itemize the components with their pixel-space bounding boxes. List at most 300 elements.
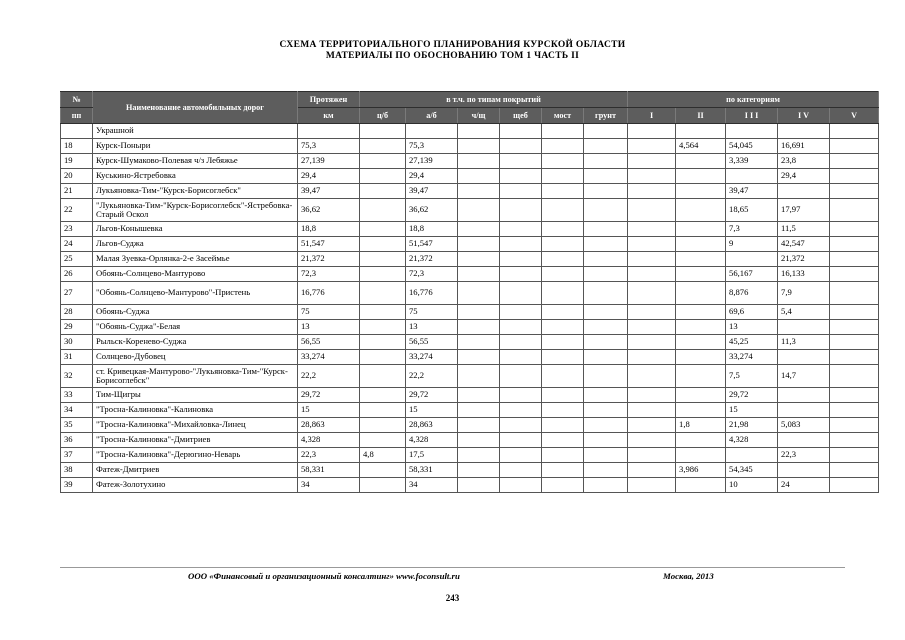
cell-cb — [360, 184, 406, 199]
col-header-km: км — [298, 108, 360, 124]
cell-c4: 16,133 — [778, 267, 830, 282]
col-header-cat-2: II — [676, 108, 726, 124]
cell-km: 36,62 — [298, 199, 360, 222]
cell-c2 — [676, 252, 726, 267]
cell-c5 — [830, 237, 879, 252]
cell-ab: 28,863 — [406, 418, 458, 433]
cell-sheb — [500, 222, 542, 237]
cell-num: 19 — [61, 154, 93, 169]
table-row — [61, 184, 879, 199]
cell-sheb — [500, 448, 542, 463]
cell-c2 — [676, 222, 726, 237]
cell-km: 75,3 — [298, 139, 360, 154]
cell-c3: 56,167 — [726, 267, 778, 282]
cell-most — [542, 365, 584, 388]
table-row — [61, 448, 879, 463]
continuation-row — [61, 124, 879, 139]
footer-place-year: Москва, 2013 — [663, 571, 714, 581]
cell-c4: 5,4 — [778, 305, 830, 320]
cell-km: 15 — [298, 403, 360, 418]
cell-c2 — [676, 365, 726, 388]
table-row — [61, 365, 879, 388]
cell-most — [542, 350, 584, 365]
cell-sheb — [500, 282, 542, 305]
cell-c5 — [830, 199, 879, 222]
cell-grunt — [584, 184, 628, 199]
cell-grunt — [584, 282, 628, 305]
cell-c4: 29,4 — [778, 169, 830, 184]
cell-grunt — [584, 169, 628, 184]
cell-name: Тим-Щигры — [93, 388, 298, 403]
cell-cb — [360, 305, 406, 320]
cell-km: 34 — [298, 478, 360, 493]
cell-c2 — [676, 184, 726, 199]
cell-sheb — [500, 267, 542, 282]
cell-sheb — [500, 365, 542, 388]
cell-name: "Обоянь-Солнцево-Мантурово"-Пристень — [93, 282, 298, 305]
table-row — [61, 478, 879, 493]
cell-c5 — [830, 154, 879, 169]
cell-sheb — [500, 252, 542, 267]
cell-c2: 3,986 — [676, 463, 726, 478]
table-row — [61, 418, 879, 433]
cell-name: "Тросна-Калиновка"-Дмитриев — [93, 433, 298, 448]
cell-ab: 15 — [406, 403, 458, 418]
table-row — [61, 267, 879, 282]
cell-c5 — [830, 403, 879, 418]
cell-c4 — [778, 350, 830, 365]
cell-c1 — [628, 478, 676, 493]
cell-num: 24 — [61, 237, 93, 252]
cell-chc — [458, 305, 500, 320]
cell-chc — [458, 267, 500, 282]
cell-c2 — [676, 478, 726, 493]
col-header-chc: ч/щ — [458, 108, 500, 124]
cell-most — [542, 388, 584, 403]
cell-num: 18 — [61, 139, 93, 154]
cell-c4: 23,8 — [778, 154, 830, 169]
cell-c5 — [830, 139, 879, 154]
cell-most — [542, 448, 584, 463]
cell-ab: 13 — [406, 320, 458, 335]
table-row — [61, 320, 879, 335]
cell-c3: 9 — [726, 237, 778, 252]
cell-c1 — [628, 282, 676, 305]
cell-c1 — [628, 448, 676, 463]
cell-c2 — [676, 335, 726, 350]
table-row — [61, 154, 879, 169]
cell-c5 — [830, 418, 879, 433]
cell-num: 29 — [61, 320, 93, 335]
table-row — [61, 350, 879, 365]
cell-c5 — [830, 448, 879, 463]
cell-c4: 14,7 — [778, 365, 830, 388]
cell-c4: 11,5 — [778, 222, 830, 237]
cell-c2: 4,564 — [676, 139, 726, 154]
cell-grunt — [584, 320, 628, 335]
cell-km: 58,331 — [298, 463, 360, 478]
cell-c2 — [676, 237, 726, 252]
cell-c2 — [676, 388, 726, 403]
col-header-surface-group: в т.ч. по типам покрытий — [360, 92, 628, 108]
cell-grunt — [584, 388, 628, 403]
cell-c4: 21,372 — [778, 252, 830, 267]
cell-most — [542, 199, 584, 222]
cell-grunt — [584, 252, 628, 267]
cell-name: ст. Кривецкая-Мантурово-"Лукьяновка-Тим-"Курск-Борисоглебск" — [93, 365, 298, 388]
cell-grunt — [584, 350, 628, 365]
col-header-category-group: по категориям — [628, 92, 879, 108]
cell-c4: 11,3 — [778, 335, 830, 350]
cell-c2 — [676, 282, 726, 305]
roads-table — [60, 91, 879, 493]
cell-num: 20 — [61, 169, 93, 184]
cell-cb — [360, 222, 406, 237]
table-row — [61, 237, 879, 252]
cell-c5 — [830, 252, 879, 267]
col-header-cat-5: V — [830, 108, 879, 124]
cell-c4 — [778, 433, 830, 448]
cell-c2 — [676, 169, 726, 184]
cell-most — [542, 463, 584, 478]
cell-c5 — [830, 350, 879, 365]
cell-c1 — [628, 350, 676, 365]
table-body — [61, 124, 879, 493]
cell-cb — [360, 169, 406, 184]
cell-grunt — [584, 365, 628, 388]
cell-c1 — [628, 154, 676, 169]
cell-km: 13 — [298, 320, 360, 335]
cell-c3: 39,47 — [726, 184, 778, 199]
cell-c1 — [628, 139, 676, 154]
table-row — [61, 463, 879, 478]
cell-cb — [360, 252, 406, 267]
cell-c3: 54,045 — [726, 139, 778, 154]
cell-c2 — [676, 350, 726, 365]
cell-name: Фатеж-Золотухино — [93, 478, 298, 493]
cell-c5 — [830, 388, 879, 403]
cell-most — [542, 418, 584, 433]
cell-name: Фатеж-Дмитриев — [93, 463, 298, 478]
cell-c3: 8,876 — [726, 282, 778, 305]
cell-name: Курск-Шумаково-Полевая ч/з Лебяжье — [93, 154, 298, 169]
cell-sheb — [500, 139, 542, 154]
cell-c3: 7,3 — [726, 222, 778, 237]
cell-km: 51,547 — [298, 237, 360, 252]
cell-c2 — [676, 433, 726, 448]
cell-sheb — [500, 463, 542, 478]
cell-grunt — [584, 305, 628, 320]
cell-c3: 3,339 — [726, 154, 778, 169]
cell-c5 — [830, 335, 879, 350]
cell-c1 — [628, 320, 676, 335]
cell-km: 56,55 — [298, 335, 360, 350]
cell-c3 — [726, 448, 778, 463]
cell-ab: 22,2 — [406, 365, 458, 388]
cell-c3: 45,25 — [726, 335, 778, 350]
cell-km: 21,372 — [298, 252, 360, 267]
cell-num: 33 — [61, 388, 93, 403]
cell-sheb — [500, 184, 542, 199]
cell-num: 35 — [61, 418, 93, 433]
cell-km: 4,328 — [298, 433, 360, 448]
cell-most — [542, 478, 584, 493]
cell-ab: 75,3 — [406, 139, 458, 154]
cell-name: Рыльск-Коренево-Суджа — [93, 335, 298, 350]
cell-ab: 34 — [406, 478, 458, 493]
cell-ab: 36,62 — [406, 199, 458, 222]
cell-num: 39 — [61, 478, 93, 493]
cell-c5 — [830, 305, 879, 320]
cell-grunt — [584, 154, 628, 169]
cell-c3: 21,98 — [726, 418, 778, 433]
cell-c3: 4,328 — [726, 433, 778, 448]
cell-c5 — [830, 169, 879, 184]
table-row — [61, 388, 879, 403]
cell-c3: 7,5 — [726, 365, 778, 388]
cell-c5 — [830, 282, 879, 305]
continuation-text: Украшной — [93, 124, 298, 139]
cell-c5 — [830, 433, 879, 448]
cell-chc — [458, 418, 500, 433]
cell-c1 — [628, 267, 676, 282]
col-header-length: Протяжен — [298, 92, 360, 108]
cell-c4: 42,547 — [778, 237, 830, 252]
cell-ab: 29,72 — [406, 388, 458, 403]
cell-most — [542, 237, 584, 252]
cell-most — [542, 335, 584, 350]
col-header-pp: пп — [61, 108, 93, 124]
cell-ab: 17,5 — [406, 448, 458, 463]
cell-chc — [458, 252, 500, 267]
cell-chc — [458, 199, 500, 222]
cell-num: 32 — [61, 365, 93, 388]
cell-c3: 13 — [726, 320, 778, 335]
cell-most — [542, 320, 584, 335]
cell-most — [542, 267, 584, 282]
cell-cb — [360, 282, 406, 305]
cell-chc — [458, 388, 500, 403]
cell-cb — [360, 433, 406, 448]
cell-name: Обоянь-Суджа — [93, 305, 298, 320]
table-row — [61, 139, 879, 154]
cell-km: 22,3 — [298, 448, 360, 463]
cell-c1 — [628, 365, 676, 388]
cell-chc — [458, 463, 500, 478]
cell-ab: 58,331 — [406, 463, 458, 478]
cell-c4 — [778, 388, 830, 403]
cell-km: 75 — [298, 305, 360, 320]
cell-c5 — [830, 463, 879, 478]
cell-c5 — [830, 365, 879, 388]
cell-c4: 16,691 — [778, 139, 830, 154]
cell-num: 31 — [61, 350, 93, 365]
cell-c2 — [676, 199, 726, 222]
cell-c4: 24 — [778, 478, 830, 493]
cell-c3: 69,6 — [726, 305, 778, 320]
cell-num: 36 — [61, 433, 93, 448]
cell-most — [542, 305, 584, 320]
cell-chc — [458, 350, 500, 365]
cell-chc — [458, 365, 500, 388]
cell-most — [542, 403, 584, 418]
cell-num: 37 — [61, 448, 93, 463]
cell-ab: 75 — [406, 305, 458, 320]
cell-km: 33,274 — [298, 350, 360, 365]
cell-c2 — [676, 154, 726, 169]
cell-c1 — [628, 169, 676, 184]
cell-c5 — [830, 267, 879, 282]
cell-name: Курск-Поныри — [93, 139, 298, 154]
cell-cb — [360, 139, 406, 154]
cell-c1 — [628, 463, 676, 478]
cell-c1 — [628, 237, 676, 252]
cell-c4: 5,083 — [778, 418, 830, 433]
cell-km: 29,4 — [298, 169, 360, 184]
cell-most — [542, 154, 584, 169]
cell-name: Лукьяновка-Тим-"Курск-Борисоглебск" — [93, 184, 298, 199]
cell-c4: 17,97 — [778, 199, 830, 222]
cell-chc — [458, 335, 500, 350]
col-header-cat-1: I — [628, 108, 676, 124]
cell-km: 18,8 — [298, 222, 360, 237]
cell-cb — [360, 154, 406, 169]
table-row — [61, 222, 879, 237]
cell-c2 — [676, 305, 726, 320]
cell-chc — [458, 154, 500, 169]
table-row — [61, 335, 879, 350]
cell-km: 22,2 — [298, 365, 360, 388]
col-header-cat-4: I V — [778, 108, 830, 124]
col-header-ab: а/б — [406, 108, 458, 124]
cell-grunt — [584, 139, 628, 154]
cell-grunt — [584, 418, 628, 433]
cell-c4 — [778, 463, 830, 478]
table-row — [61, 252, 879, 267]
table-row — [61, 169, 879, 184]
cell-name: Льгов-Суджа — [93, 237, 298, 252]
cell-name: "Тросна-Калиновка"-Михайловка-Линец — [93, 418, 298, 433]
cell-grunt — [584, 478, 628, 493]
cell-km: 72,3 — [298, 267, 360, 282]
cell-num: 38 — [61, 463, 93, 478]
document-title: СХЕМА ТЕРРИТОРИАЛЬНОГО ПЛАНИРОВАНИЯ КУРСКОЙ ОБЛАСТИ — [279, 40, 626, 50]
cell-most — [542, 169, 584, 184]
cell-most — [542, 282, 584, 305]
cell-chc — [458, 478, 500, 493]
cell-most — [542, 252, 584, 267]
cell-sheb — [500, 478, 542, 493]
cell-sheb — [500, 169, 542, 184]
cell-c1 — [628, 388, 676, 403]
cell-km: 16,776 — [298, 282, 360, 305]
cell-chc — [458, 403, 500, 418]
cell-c4 — [778, 184, 830, 199]
cell-sheb — [500, 335, 542, 350]
cell-chc — [458, 433, 500, 448]
cell-most — [542, 433, 584, 448]
cell-c4: 7,9 — [778, 282, 830, 305]
cell-num: 27 — [61, 282, 93, 305]
cell-cb — [360, 463, 406, 478]
cell-c3: 18,65 — [726, 199, 778, 222]
cell-num: 28 — [61, 305, 93, 320]
cell-cb — [360, 403, 406, 418]
cell-cb — [360, 320, 406, 335]
cell-c5 — [830, 222, 879, 237]
cell-name: "Обоянь-Суджа"-Белая — [93, 320, 298, 335]
cell-c5 — [830, 320, 879, 335]
cell-name: "Тросна-Калиновка"-Калиновка — [93, 403, 298, 418]
cell-ab: 16,776 — [406, 282, 458, 305]
cell-grunt — [584, 237, 628, 252]
table-cell — [61, 124, 93, 139]
cell-km: 29,72 — [298, 388, 360, 403]
cell-name: Куськино-Ястребовка — [93, 169, 298, 184]
document-subtitle: МАТЕРИАЛЫ ПО ОБОСНОВАНИЮ ТОМ 1 ЧАСТЬ II — [325, 51, 580, 61]
cell-chc — [458, 184, 500, 199]
cell-ab: 29,4 — [406, 169, 458, 184]
cell-num: 21 — [61, 184, 93, 199]
cell-cb — [360, 478, 406, 493]
cell-c1 — [628, 305, 676, 320]
cell-grunt — [584, 403, 628, 418]
table-row — [61, 305, 879, 320]
cell-name: Малая Зуевка-Орлянка-2-е Засеймье — [93, 252, 298, 267]
cell-chc — [458, 320, 500, 335]
cell-sheb — [500, 305, 542, 320]
col-header-sheb: щеб — [500, 108, 542, 124]
cell-sheb — [500, 237, 542, 252]
cell-num: 25 — [61, 252, 93, 267]
cell-c1 — [628, 222, 676, 237]
header-row-1 — [61, 92, 879, 108]
cell-sheb — [500, 433, 542, 448]
cell-name: "Тросна-Калиновка"-Дерюгино-Неварь — [93, 448, 298, 463]
cell-name: Льгов-Конышевка — [93, 222, 298, 237]
cell-num: 26 — [61, 267, 93, 282]
cell-cb — [360, 388, 406, 403]
cell-chc — [458, 222, 500, 237]
cell-chc — [458, 282, 500, 305]
cell-c5 — [830, 478, 879, 493]
cell-num: 22 — [61, 199, 93, 222]
cell-grunt — [584, 267, 628, 282]
cell-km: 28,863 — [298, 418, 360, 433]
cell-c4: 22,3 — [778, 448, 830, 463]
cell-num: 34 — [61, 403, 93, 418]
cell-cb — [360, 418, 406, 433]
cell-c4 — [778, 320, 830, 335]
cell-c1 — [628, 418, 676, 433]
cell-most — [542, 222, 584, 237]
cell-c1 — [628, 403, 676, 418]
footer-divider — [60, 567, 845, 568]
cell-c1 — [628, 252, 676, 267]
col-header-most: мост — [542, 108, 584, 124]
cell-c1 — [628, 335, 676, 350]
cell-km: 27,139 — [298, 154, 360, 169]
cell-c2 — [676, 448, 726, 463]
cell-km: 39,47 — [298, 184, 360, 199]
cell-c2: 1,8 — [676, 418, 726, 433]
cell-name: Обоянь-Солнцево-Мантурово — [93, 267, 298, 282]
cell-c3: 29,72 — [726, 388, 778, 403]
cell-ab: 21,372 — [406, 252, 458, 267]
cell-ab: 56,55 — [406, 335, 458, 350]
cell-sheb — [500, 388, 542, 403]
cell-grunt — [584, 199, 628, 222]
